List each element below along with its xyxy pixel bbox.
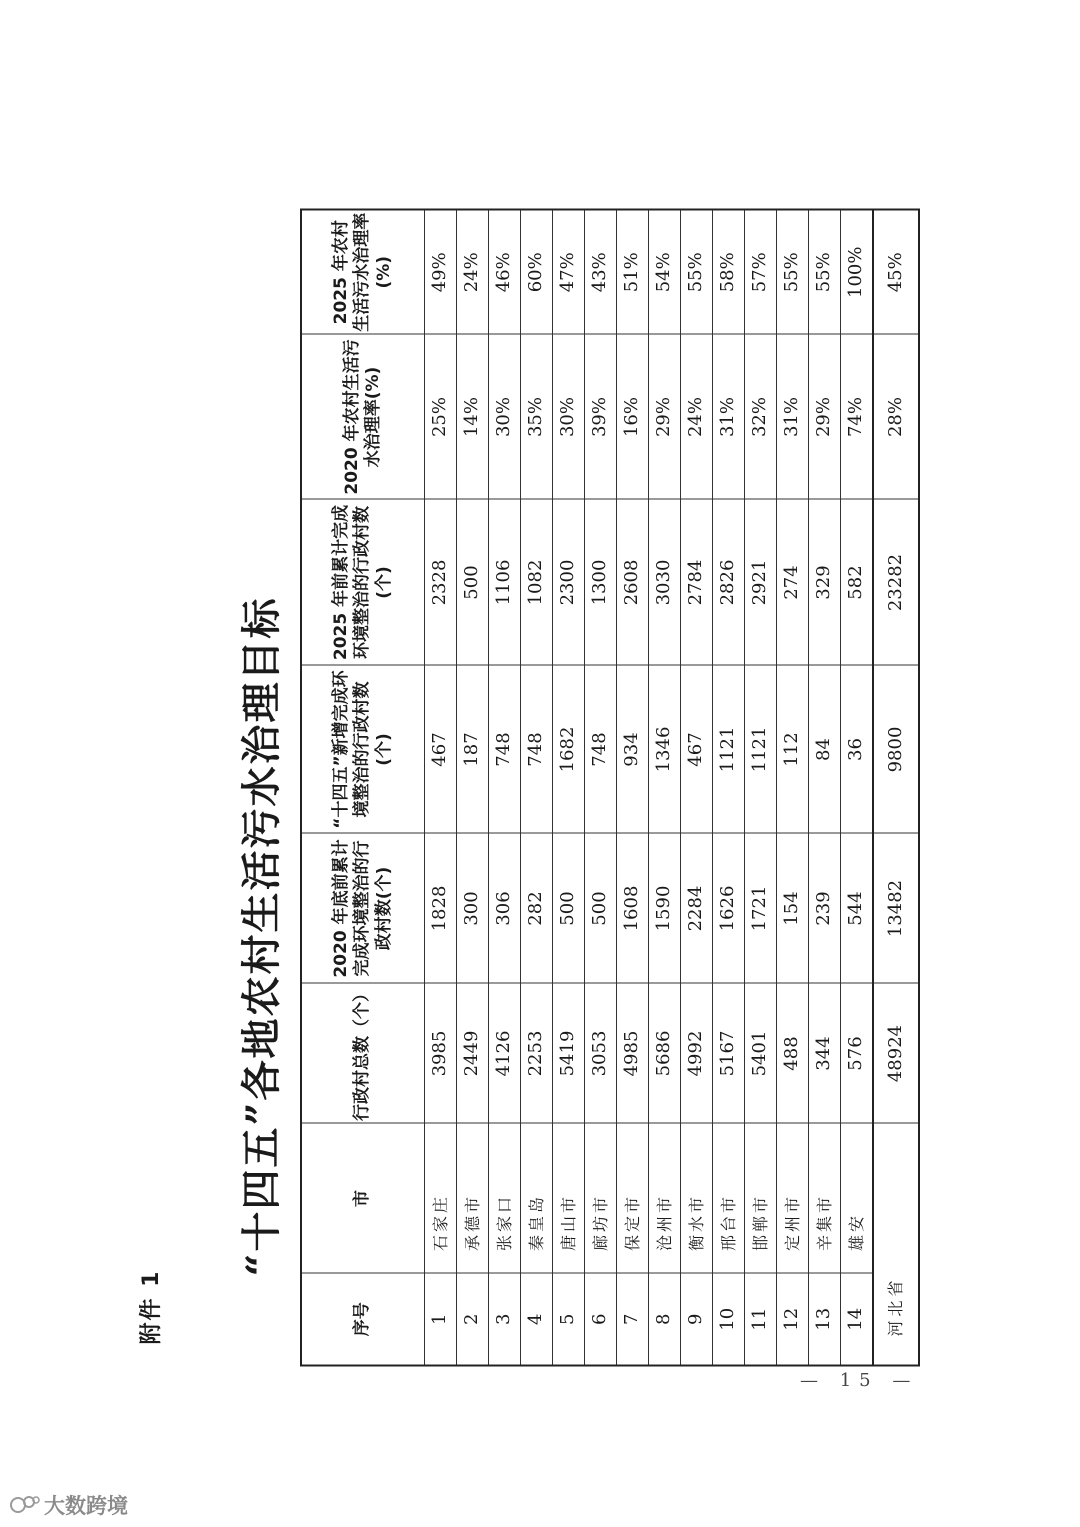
header-rate-2020: 2020 年农村生活污水治理率(%)	[301, 335, 425, 500]
total-rate-2025: 45%	[873, 210, 919, 335]
table-row	[649, 210, 681, 1366]
row-new-14th-fyp: 748	[521, 666, 553, 834]
header-new-14th-fyp: “十四五”新增完成环境整治的行政村数(个)	[301, 666, 425, 834]
row-completed-2025: 2921	[745, 500, 777, 666]
row-rate-2020: 39%	[585, 335, 617, 500]
row-total-villages: 488	[777, 984, 809, 1124]
table-row	[585, 210, 617, 1366]
row-index: 8	[649, 1274, 681, 1366]
row-city: 廊坊市	[585, 1124, 617, 1274]
header-total-villages: 行政村总数（个）	[301, 984, 425, 1124]
row-rate-2020: 31%	[713, 335, 745, 500]
row-city: 石家庄	[425, 1124, 457, 1274]
row-completed-2025: 329	[809, 500, 841, 666]
row-rate-2020: 31%	[777, 335, 809, 500]
data-table-wrapper	[300, 211, 920, 1367]
header-completed-2025: 2025 年前累计完成环境整治的行政村数(个)	[301, 500, 425, 666]
page-title: “十四五”各地农村生活污水治理目标	[238, 596, 285, 1277]
row-total-villages: 4992	[681, 984, 713, 1124]
row-rate-2025: 55%	[681, 210, 713, 335]
row-index: 4	[521, 1274, 553, 1366]
watermark	[10, 1490, 128, 1520]
row-total-villages: 4985	[617, 984, 649, 1124]
row-rate-2025: 55%	[777, 210, 809, 335]
row-total-villages: 5401	[745, 984, 777, 1124]
row-index: 12	[777, 1274, 809, 1366]
header-completed-2020: 2020 年底前累计完成环境整治的行政村数(个)	[301, 834, 425, 984]
row-completed-2025: 274	[777, 500, 809, 666]
row-city: 邢台市	[713, 1124, 745, 1274]
row-total-villages: 5167	[713, 984, 745, 1124]
total-completed-2020: 13482	[873, 834, 919, 984]
row-completed-2025: 2784	[681, 500, 713, 666]
table-row	[777, 210, 809, 1366]
row-total-villages: 5686	[649, 984, 681, 1124]
row-rate-2025: 46%	[489, 210, 521, 335]
watermark-logo-icon	[10, 1494, 40, 1516]
row-new-14th-fyp: 1121	[745, 666, 777, 834]
row-rate-2020: 14%	[457, 335, 489, 500]
row-completed-2020: 239	[809, 834, 841, 984]
row-city: 张家口	[489, 1124, 521, 1274]
row-total-villages: 4126	[489, 984, 521, 1124]
row-rate-2025: 58%	[713, 210, 745, 335]
row-total-villages: 344	[809, 984, 841, 1124]
total-rate-2020: 28%	[873, 335, 919, 500]
row-total-villages: 3053	[585, 984, 617, 1124]
total-completed-2025: 23282	[873, 500, 919, 666]
row-rate-2025: 47%	[553, 210, 585, 335]
row-new-14th-fyp: 1121	[713, 666, 745, 834]
row-city: 雄安	[841, 1124, 874, 1274]
table-row	[521, 210, 553, 1366]
table-row	[809, 210, 841, 1366]
row-rate-2020: 29%	[809, 335, 841, 500]
header-rate-2025: 2025 年农村生活污水治理率(%)	[301, 210, 425, 335]
row-completed-2020: 1590	[649, 834, 681, 984]
row-city: 定州市	[777, 1124, 809, 1274]
row-completed-2025: 2826	[713, 500, 745, 666]
row-completed-2020: 306	[489, 834, 521, 984]
total-new-14th-fyp: 9800	[873, 666, 919, 834]
row-completed-2025: 2608	[617, 500, 649, 666]
table-row	[713, 210, 745, 1366]
table-row	[617, 210, 649, 1366]
row-total-villages: 3985	[425, 984, 457, 1124]
row-completed-2020: 1608	[617, 834, 649, 984]
row-completed-2020: 1626	[713, 834, 745, 984]
row-rate-2020: 32%	[745, 335, 777, 500]
row-completed-2020: 544	[841, 834, 874, 984]
header-city: 市	[301, 1124, 425, 1274]
row-index: 9	[681, 1274, 713, 1366]
row-index: 13	[809, 1274, 841, 1366]
row-completed-2020: 500	[553, 834, 585, 984]
total-label: 河北省	[873, 1124, 919, 1366]
row-completed-2025: 1300	[585, 500, 617, 666]
page-number: — 15 —	[800, 1370, 919, 1391]
row-index: 6	[585, 1274, 617, 1366]
governance-targets-table	[300, 209, 920, 1367]
row-total-villages: 2253	[521, 984, 553, 1124]
row-rate-2025: 51%	[617, 210, 649, 335]
row-completed-2025: 3030	[649, 500, 681, 666]
row-rate-2020: 74%	[841, 335, 874, 500]
header-index: 序号	[301, 1274, 425, 1366]
table-row	[553, 210, 585, 1366]
row-index: 2	[457, 1274, 489, 1366]
row-completed-2020: 154	[777, 834, 809, 984]
row-index: 7	[617, 1274, 649, 1366]
row-total-villages: 2449	[457, 984, 489, 1124]
table-row	[425, 210, 457, 1366]
table-row	[841, 210, 874, 1366]
row-new-14th-fyp: 84	[809, 666, 841, 834]
row-index: 10	[713, 1274, 745, 1366]
row-new-14th-fyp: 1682	[553, 666, 585, 834]
row-index: 1	[425, 1274, 457, 1366]
row-index: 11	[745, 1274, 777, 1366]
row-total-villages: 5419	[553, 984, 585, 1124]
row-completed-2020: 500	[585, 834, 617, 984]
row-rate-2020: 35%	[521, 335, 553, 500]
row-completed-2020: 282	[521, 834, 553, 984]
table-row	[681, 210, 713, 1366]
row-rate-2025: 60%	[521, 210, 553, 335]
row-rate-2025: 57%	[745, 210, 777, 335]
row-index: 3	[489, 1274, 521, 1366]
row-total-villages: 576	[841, 984, 874, 1124]
annex-label: 附件 1	[139, 1269, 164, 1345]
row-rate-2025: 100%	[841, 210, 874, 335]
row-city: 唐山市	[553, 1124, 585, 1274]
table-row	[457, 210, 489, 1366]
row-new-14th-fyp: 467	[425, 666, 457, 834]
table-row	[489, 210, 521, 1366]
row-city: 保定市	[617, 1124, 649, 1274]
row-city: 秦皇岛	[521, 1124, 553, 1274]
row-completed-2020: 2284	[681, 834, 713, 984]
watermark-text: 大数跨境	[44, 1494, 128, 1518]
row-city: 衡水市	[681, 1124, 713, 1274]
row-completed-2025: 2328	[425, 500, 457, 666]
row-completed-2020: 1828	[425, 834, 457, 984]
row-new-14th-fyp: 467	[681, 666, 713, 834]
row-index: 14	[841, 1274, 874, 1366]
row-rate-2020: 24%	[681, 335, 713, 500]
row-rate-2020: 30%	[489, 335, 521, 500]
row-rate-2020: 25%	[425, 335, 457, 500]
row-rate-2025: 49%	[425, 210, 457, 335]
row-completed-2025: 2300	[553, 500, 585, 666]
row-new-14th-fyp: 934	[617, 666, 649, 834]
row-completed-2025: 1082	[521, 500, 553, 666]
row-city: 邯郸市	[745, 1124, 777, 1274]
row-new-14th-fyp: 187	[457, 666, 489, 834]
row-completed-2020: 300	[457, 834, 489, 984]
row-rate-2025: 55%	[809, 210, 841, 335]
row-completed-2020: 1721	[745, 834, 777, 984]
table-row	[745, 210, 777, 1366]
row-completed-2025: 500	[457, 500, 489, 666]
row-rate-2025: 54%	[649, 210, 681, 335]
row-completed-2025: 582	[841, 500, 874, 666]
row-new-14th-fyp: 748	[489, 666, 521, 834]
table-total-row	[873, 210, 919, 1366]
row-rate-2020: 16%	[617, 335, 649, 500]
row-new-14th-fyp: 36	[841, 666, 874, 834]
row-rate-2025: 43%	[585, 210, 617, 335]
row-city: 辛集市	[809, 1124, 841, 1274]
table-header-row	[301, 210, 425, 1366]
row-index: 5	[553, 1274, 585, 1366]
row-completed-2025: 1106	[489, 500, 521, 666]
row-city: 承德市	[457, 1124, 489, 1274]
row-rate-2025: 24%	[457, 210, 489, 335]
row-new-14th-fyp: 112	[777, 666, 809, 834]
row-new-14th-fyp: 748	[585, 666, 617, 834]
total-total-villages: 48924	[873, 984, 919, 1124]
row-new-14th-fyp: 1346	[649, 666, 681, 834]
row-city: 沧州市	[649, 1124, 681, 1274]
row-rate-2020: 30%	[553, 335, 585, 500]
row-rate-2020: 29%	[649, 335, 681, 500]
